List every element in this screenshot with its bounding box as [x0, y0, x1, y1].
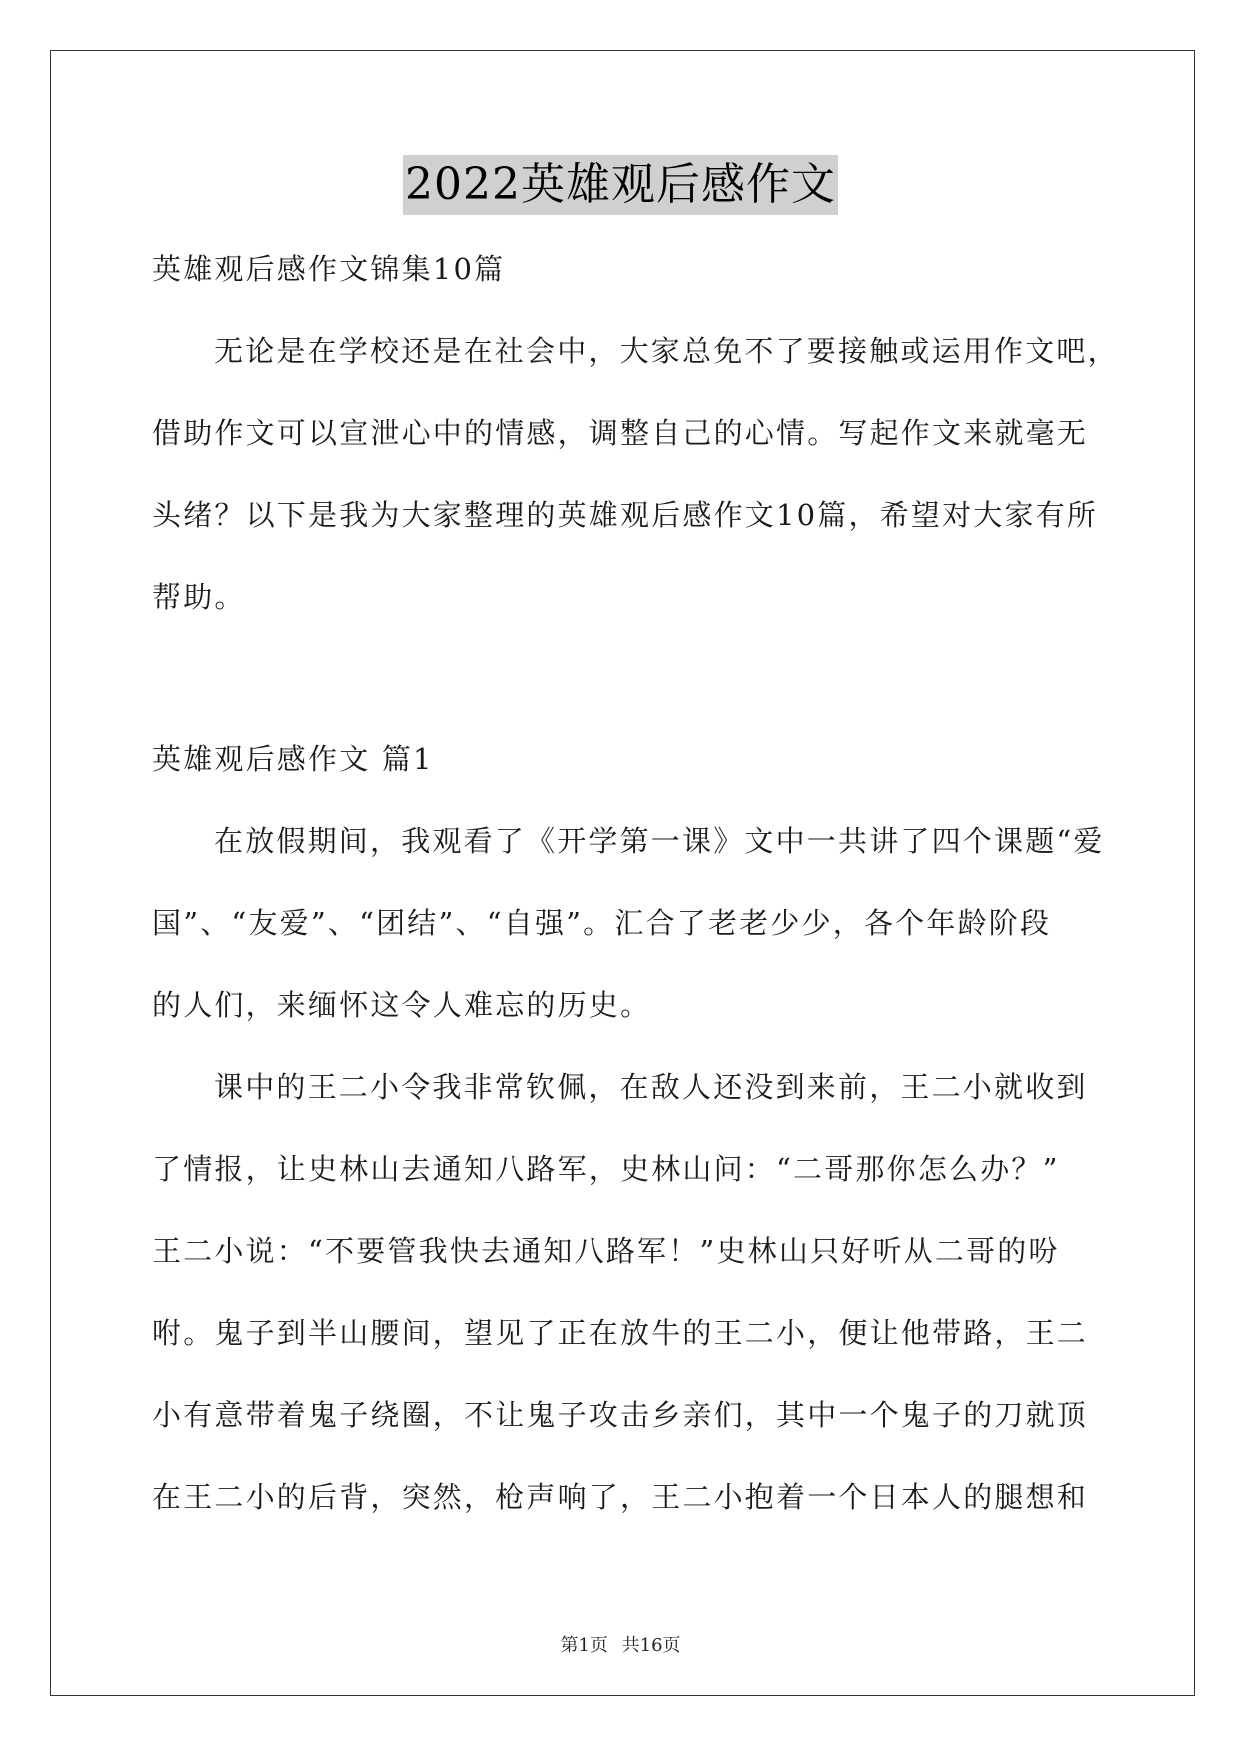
paragraph-line: 小有意带着鬼子绕圈，不让鬼子攻击乡亲们，其中一个鬼子的刀就顶 — [152, 1398, 1089, 1432]
paragraph-line: 国”、“友爱”、“团结”、“自强”。汇合了老老少少，各个年龄阶段 — [152, 906, 1052, 940]
paragraph-line: 在放假期间，我观看了《开学第一课》文中一共讲了四个课题“爱 — [214, 824, 1105, 858]
intro-line: 无论是在学校还是在社会中，大家总免不了要接触或运用作文吧， — [214, 334, 1119, 368]
title-container — [0, 155, 1241, 215]
paragraph-line: 了情报，让史林山去通知八路军，史林山问：“二哥那你怎么办？” — [152, 1152, 1060, 1186]
document-body — [152, 228, 1119, 1538]
page-footer — [0, 1631, 1241, 1657]
page-number: 第1页 — [560, 1635, 608, 1656]
paragraph-line: 咐。鬼子到半山腰间，望见了正在放牛的王二小，便让他带路，王二 — [152, 1316, 1089, 1350]
paragraph-line: 在王二小的后背，突然，枪声响了，王二小抱着一个日本人的腿想和 — [152, 1480, 1089, 1514]
intro-line: 借助作文可以宣泄心中的情感，调整自己的心情。写起作文来就毫无 — [152, 416, 1089, 450]
intro-line: 头绪？以下是我为大家整理的英雄观后感作文10篇，希望对大家有所 — [152, 498, 1099, 532]
subtitle: 英雄观后感作文锦集10篇 — [152, 252, 506, 286]
intro-line: 帮助。 — [152, 580, 246, 614]
section-spacer — [152, 638, 1092, 718]
section-heading: 英雄观后感作文 篇1 — [152, 742, 434, 776]
paragraph-line: 王二小说：“不要管我快去通知八路军！”史林山只好听从二哥的吩 — [152, 1234, 1060, 1268]
document-title: 2022英雄观后感作文 — [403, 155, 838, 215]
paragraph-line: 的人们，来缅怀这令人难忘的历史。 — [152, 988, 652, 1022]
page-total: 共16页 — [621, 1635, 681, 1656]
paragraph-line: 课中的王二小令我非常钦佩，在敌人还没到来前，王二小就收到 — [214, 1070, 1088, 1104]
